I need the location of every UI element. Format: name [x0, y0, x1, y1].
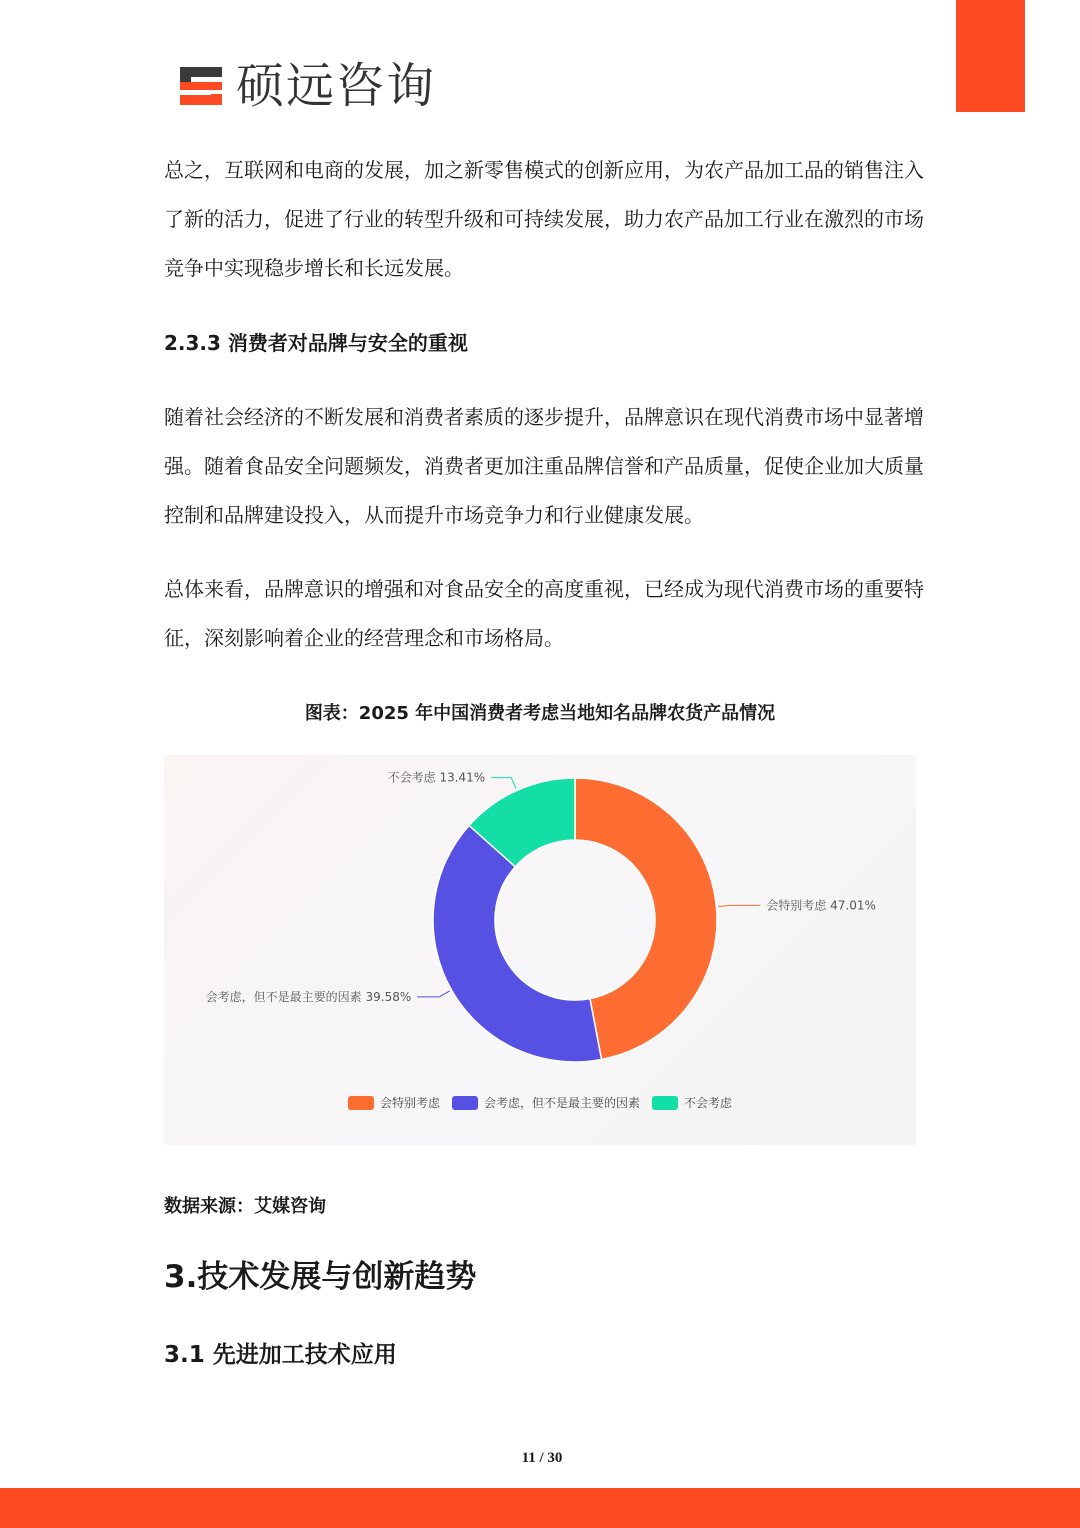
brand-name: 硕远咨询 — [236, 58, 437, 114]
legend-label-not-consider[interactable]: 不会考虑 — [684, 1096, 733, 1110]
brand-logo — [176, 58, 436, 114]
section-heading-2-3-3: 2.3.3 消费者对品牌与安全的重视 — [164, 331, 468, 355]
page-number: 11 / 30 — [521, 1450, 563, 1466]
chart-caption: 图表：2025 年中国消费者考虑当地知名品牌农货产品情况 — [304, 703, 776, 724]
stacked-s-logo-icon — [176, 61, 226, 111]
data-label-strongly-consider: 会特别考虑 47.01% — [766, 898, 876, 913]
data-label-not-consider: 不会考虑 13.41% — [387, 770, 486, 785]
data-label-consider-not-main: 会考虑，但不是最主要的因素 39.58% — [205, 989, 412, 1004]
legend-swatch-strongly-consider[interactable] — [348, 1096, 374, 1110]
footer-accent-bar — [0, 1488, 1080, 1528]
leader-line-strongly-consider — [718, 905, 760, 906]
leader-line-not-consider — [491, 778, 516, 789]
section-heading-3: 3.技术发展与创新趋势 — [164, 1259, 477, 1295]
slice-strongly-consider[interactable] — [575, 778, 717, 1060]
donut-chart-svg — [164, 755, 916, 1145]
legend-label-strongly-consider[interactable]: 会特别考虑 — [379, 1096, 440, 1110]
legend-label-consider-not-main[interactable]: 会考虑，但不是最主要的因素 — [483, 1096, 641, 1110]
section-heading-3-1: 3.1 先进加工技术应用 — [164, 1342, 397, 1368]
paragraph-brand-awareness: 随着社会经济的不断发展和消费者素质的逐步提升，品牌意识在现代消费市场中显著增强。随着食品安全问题频发，消费者更加注重品牌信誉和产品质量，促使企业加大质量控制和品牌建设投入，从而提升市场竞争力和行业健康发展。 — [164, 405, 924, 527]
donut-chart — [164, 755, 916, 1145]
data-source: 数据来源：艾媒咨询 — [164, 1196, 326, 1217]
paragraph-overall-view: 总体来看，品牌意识的增强和对食品安全的高度重视，已经成为现代消费市场的重要特征，深刻影响着企业的经营理念和市场格局。 — [164, 577, 924, 650]
legend-swatch-not-consider[interactable] — [652, 1096, 678, 1110]
paragraph-ecommerce-summary: 总之，互联网和电商的发展，加之新零售模式的创新应用，为农产品加工品的销售注入了新的活力，促进了行业的转型升级和可持续发展，助力农产品加工行业在激烈的市场竞争中实现稳步增长和长远发展。 — [164, 158, 924, 280]
leader-line-consider-not-main — [417, 991, 449, 997]
header-accent-block — [956, 0, 1025, 112]
legend-swatch-consider-not-main[interactable] — [452, 1096, 478, 1110]
